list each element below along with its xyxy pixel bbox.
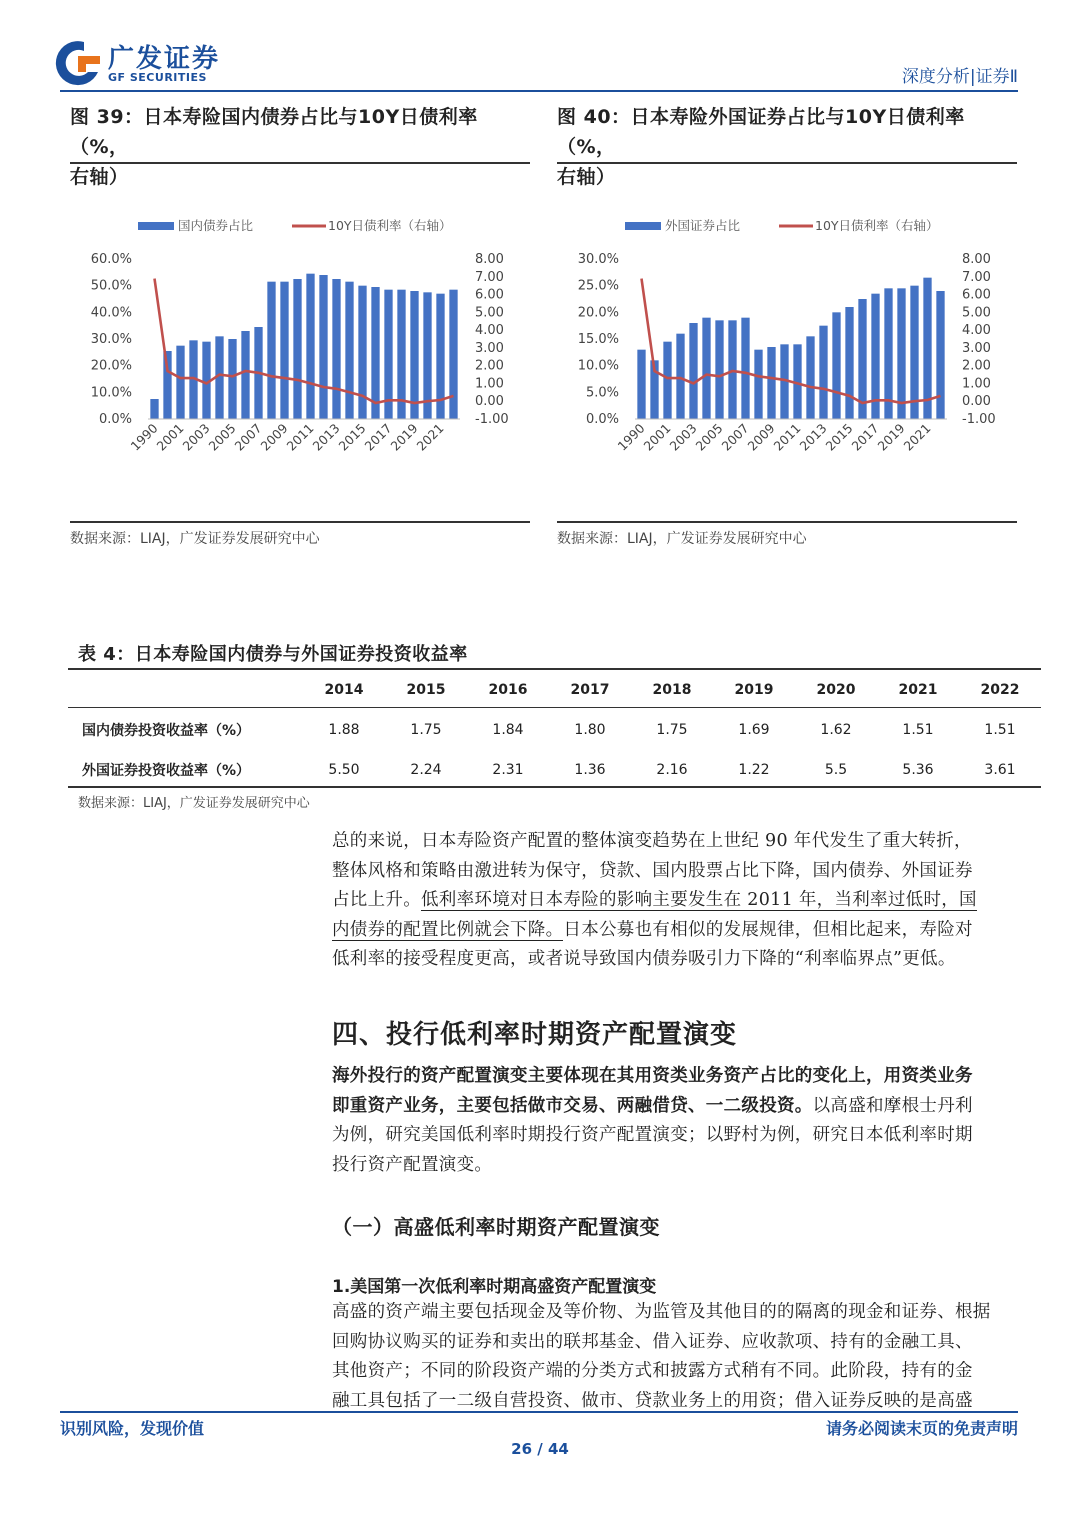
bar [676, 334, 684, 419]
header [0, 0, 1080, 95]
table4-year-2015: 2015 [406, 682, 446, 698]
para1-line5: 低利率的接受程度更高，或者说导致国内债券吸引力下降的“利率临界点”更低。 [332, 949, 956, 969]
table4-cell: 1.84 [492, 722, 524, 738]
bar [241, 331, 249, 419]
bar [819, 326, 827, 419]
bar [832, 312, 840, 419]
fig40-source: 数据来源：LIAJ，广发证券发展研究中心 [557, 531, 807, 547]
right-tick-label: -1.00 [962, 412, 996, 427]
fig39-chart [70, 195, 530, 515]
table-row [68, 750, 1041, 790]
para2-line3: 为例，研究美国低利率时期投行资产配置演变；以野村为例，研究日本低利率时期 [332, 1125, 973, 1145]
x-tick-label: 1990 [614, 420, 648, 454]
left-tick-label: 10.0% [577, 358, 619, 374]
bar [728, 320, 736, 419]
right-tick-label: 6.00 [475, 287, 504, 303]
right-tick-label: 1.00 [475, 376, 504, 392]
table4-cell: 2.24 [410, 762, 442, 778]
table4-year-2019: 2019 [734, 682, 774, 698]
legend-line-label: 10Y日债利率（右轴） [815, 218, 939, 233]
bar [306, 274, 314, 419]
bar [702, 318, 710, 419]
table4-cell: 1.22 [738, 762, 770, 778]
left-tick-label: 20.0% [90, 358, 132, 374]
right-tick-label: 0.00 [962, 394, 991, 410]
para3-line4: 融工具包括了一二级自营投资、做市、贷款业务上的用资；借入证券反映的是高盛 [332, 1390, 973, 1411]
legend-bar-label: 国内债券占比 [178, 218, 254, 233]
right-tick-label: 8.00 [962, 252, 991, 267]
left-tick-label: 25.0% [577, 278, 619, 294]
footer-left: 识别风险，发现价值 [60, 1419, 205, 1438]
table4-year-2021: 2021 [898, 682, 938, 698]
bar [663, 342, 671, 419]
x-tick-label: 2013 [309, 420, 343, 454]
right-tick-label: 4.00 [475, 323, 504, 339]
table4-year-2016: 2016 [488, 682, 528, 698]
legend-bar-swatch [138, 222, 174, 230]
left-tick-label: 50.0% [90, 278, 132, 294]
table4-bottom-rule [68, 786, 1041, 788]
x-tick-label: 2009 [744, 420, 778, 454]
subsection1-title: （一）高盛低利率时期资产配置演变 [332, 1215, 660, 1239]
bar [176, 346, 184, 419]
table4-header-row [68, 670, 1041, 710]
table4-cell: 2.31 [492, 762, 524, 778]
para1-line3a: 占比上升。 [332, 890, 421, 910]
fig39-title-line2: 右轴） [70, 166, 129, 188]
x-tick-label: 2005 [205, 420, 239, 454]
table-row [68, 710, 1041, 750]
subsection11-title: 1.美国第一次低利率时期高盛资产配置演变 [332, 1277, 657, 1297]
bar [293, 279, 301, 419]
x-tick-label: 2007 [231, 420, 265, 454]
legend-bar-label: 外国证券占比 [665, 218, 741, 233]
paragraph-summary [332, 827, 1032, 975]
right-tick-label: 7.00 [475, 269, 504, 285]
right-tick-label: 8.00 [475, 252, 504, 267]
bar [897, 288, 905, 419]
x-tick-label: 2015 [822, 420, 856, 454]
bar [689, 323, 697, 419]
table4-year-2014: 2014 [324, 682, 364, 698]
para1-line3 [332, 886, 1032, 916]
left-tick-label: 60.0% [90, 252, 132, 267]
para2-line2a-bold: 即重资产业务，主要包括做市交易、两融借贷、一二级投资。 [332, 1095, 813, 1116]
brand-cn: 广发证券 [108, 44, 221, 74]
table4-cell: 1.75 [656, 722, 688, 738]
bar [319, 275, 327, 419]
right-tick-label: -1.00 [475, 412, 509, 427]
table4-cell: 3.61 [984, 762, 1016, 778]
left-tick-label: 10.0% [90, 385, 132, 401]
bar [358, 286, 366, 419]
para1-line4 [332, 916, 1032, 946]
bar [767, 347, 775, 419]
fig39-source: 数据来源：LIAJ，广发证券发展研究中心 [70, 531, 320, 547]
legend-line-label: 10Y日债利率（右轴） [328, 218, 452, 233]
table4-cell: 5.50 [328, 762, 360, 778]
bar [228, 339, 236, 419]
right-tick-label: 5.00 [962, 305, 991, 321]
table4-header-rule [68, 707, 1041, 708]
x-tick-label: 2009 [257, 420, 291, 454]
x-tick-label: 2001 [153, 420, 187, 454]
para3-line3: 其他资产；不同的阶段资产端的分类方式和披露方式稍有不同。此阶段，持有的金 [332, 1361, 973, 1381]
fig39-bottom-rule [70, 521, 530, 523]
bar [845, 307, 853, 419]
fig40-top-rule [557, 162, 1017, 164]
fig40-bottom-rule [557, 521, 1017, 523]
x-tick-label: 2007 [718, 420, 752, 454]
para3-line1: 高盛的资产端主要包括现金及等价物、为监管及其他目的的隔离的现金和证券、根据 [332, 1302, 991, 1322]
legend-bar-swatch [625, 222, 661, 230]
rate-line [155, 279, 454, 403]
left-tick-label: 20.0% [577, 305, 619, 321]
table4-cell: 5.36 [902, 762, 934, 778]
table4-cell: 1.51 [902, 722, 934, 738]
right-tick-label: 3.00 [962, 340, 991, 356]
bar [715, 320, 723, 419]
fig39-title-line1: 图 39：日本寿险国内债券占比与10Y日债利率（%， [70, 106, 478, 158]
x-tick-label: 2005 [692, 420, 726, 454]
table4-cell: 2.16 [656, 762, 688, 778]
bar [267, 282, 275, 419]
x-tick-label: 1990 [127, 420, 161, 454]
left-tick-label: 40.0% [90, 305, 132, 321]
bar [345, 282, 353, 419]
table4-cell: 1.51 [984, 722, 1016, 738]
x-tick-label: 2021 [900, 420, 934, 454]
left-tick-label: 30.0% [90, 332, 132, 347]
para2-line1-bold: 海外投行的资产配置演变主要体现在其用资类业务资产占比的变化上，用资类业务 [332, 1066, 973, 1086]
x-tick-label: 2019 [874, 420, 908, 454]
fig40-chart [557, 195, 1017, 515]
right-tick-label: 6.00 [962, 287, 991, 303]
table4-cell: 1.80 [574, 722, 606, 738]
x-tick-label: 2003 [666, 420, 700, 454]
para1-line1: 总的来说，日本寿险资产配置的整体演变趋势在上世纪 90 年代发生了重大转折， [332, 831, 972, 851]
table4-title: 表 4：日本寿险国内债券与外国证券投资收益率 [78, 644, 468, 665]
x-tick-label: 2001 [640, 420, 674, 454]
para1-line3b-underlined: 低利率环境对日本寿险的影响主要发生在 2011 年，当利率过低时，国 [421, 890, 977, 910]
header-section-label: 深度分析|证券Ⅱ [901, 67, 1018, 87]
x-tick-label: 2015 [335, 420, 369, 454]
right-tick-label: 2.00 [962, 358, 991, 374]
x-tick-label: 2011 [770, 420, 804, 454]
paragraph-goldman [332, 1298, 1032, 1416]
table4-year-2020: 2020 [816, 682, 856, 698]
bar [332, 279, 340, 419]
x-tick-label: 2021 [413, 420, 447, 454]
para1-line4a-underlined: 内债券的配置比例就会下降。 [332, 919, 564, 940]
para2-line2 [332, 1092, 1032, 1122]
right-tick-label: 3.00 [475, 340, 504, 356]
table4-cell: 5.5 [824, 762, 848, 778]
table4-row-label: 外国证券投资收益率（%） [82, 763, 251, 779]
table4-source: 数据来源：LIAJ，广发证券发展研究中心 [78, 796, 310, 811]
footer-right: 请务必阅读末页的免责声明 [825, 1419, 1018, 1438]
bar [163, 351, 171, 419]
table4-cell: 1.69 [738, 722, 770, 738]
right-tick-label: 0.00 [475, 394, 504, 410]
para1-line4b: 日本公募也有相似的发展规律，但相比起来，寿险对 [563, 919, 973, 940]
page-number: 26 / 44 [511, 1440, 569, 1458]
bar [371, 287, 379, 419]
header-rule [60, 90, 1018, 92]
bar [936, 291, 944, 419]
para2-line2b: 以高盛和摩根士丹利 [812, 1095, 973, 1116]
bar [637, 350, 645, 419]
bar [806, 336, 814, 419]
para1-line2: 整体风格和策略由激进转为保守，贷款、国内股票占比下降，国内债券、外国证券 [332, 860, 973, 881]
fig40-title [557, 102, 1017, 192]
section4-title: 四、投行低利率时期资产配置演变 [332, 1020, 738, 1050]
x-tick-label: 2011 [283, 420, 317, 454]
rate-line [642, 279, 941, 403]
table4-corner [68, 670, 303, 710]
table4 [68, 670, 1041, 790]
bar [910, 286, 918, 419]
fig39-title [70, 102, 530, 192]
para2-line1 [332, 1062, 1032, 1092]
right-tick-label: 1.00 [962, 376, 991, 392]
gf-logo-icon [54, 38, 104, 86]
footer-rule [60, 1411, 1018, 1413]
x-tick-label: 2017 [848, 420, 882, 454]
x-tick-label: 2013 [796, 420, 830, 454]
bar [150, 399, 158, 419]
right-tick-label: 2.00 [475, 358, 504, 374]
bar [410, 291, 418, 419]
left-tick-label: 5.0% [585, 385, 619, 401]
bar [754, 350, 762, 419]
x-tick-label: 2017 [361, 420, 395, 454]
left-tick-label: 0.0% [585, 412, 619, 427]
table4-year-2022: 2022 [980, 682, 1020, 698]
x-tick-label: 2003 [179, 420, 213, 454]
left-tick-label: 30.0% [577, 252, 619, 267]
bar [280, 282, 288, 419]
x-tick-label: 2019 [387, 420, 421, 454]
brand-en: GF SECURITIES [108, 71, 207, 84]
right-tick-label: 5.00 [475, 305, 504, 321]
table4-cell: 1.75 [410, 722, 442, 738]
left-tick-label: 0.0% [98, 412, 132, 427]
table4-year-2018: 2018 [652, 682, 692, 698]
bar [449, 290, 457, 419]
fig40-title-line2: 右轴） [557, 166, 616, 188]
table4-year-2017: 2017 [570, 682, 610, 698]
table4-cell: 1.62 [820, 722, 852, 738]
left-tick-label: 15.0% [577, 332, 619, 347]
fig39-top-rule [70, 162, 530, 164]
fig40-title-line1: 图 40：日本寿险外国证券占比与10Y日债利率（%， [557, 106, 965, 158]
para3-line2: 回购协议购买的证券和卖出的联邦基金、借入证券、应收款项、持有的金融工具、 [332, 1331, 973, 1352]
table4-cell: 1.36 [574, 762, 606, 778]
right-tick-label: 4.00 [962, 323, 991, 339]
right-tick-label: 7.00 [962, 269, 991, 285]
table4-cell: 1.88 [328, 722, 360, 738]
table4-row-label: 国内债券投资收益率（%） [82, 723, 251, 739]
bar [741, 318, 749, 419]
para2-line4: 投行资产配置演变。 [332, 1154, 493, 1175]
paragraph-section4 [332, 1062, 1032, 1180]
